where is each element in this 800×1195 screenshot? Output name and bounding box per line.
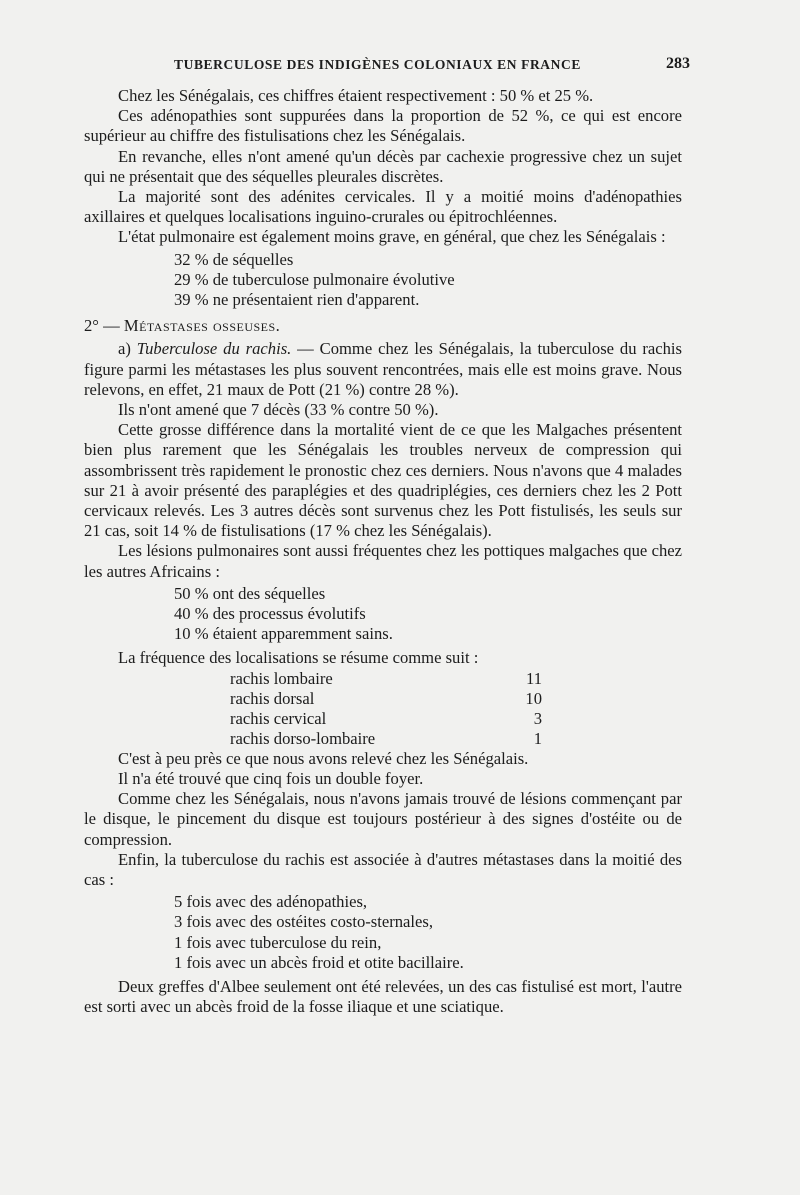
paragraph: La fréquence des localisations se résume comme suit : [118, 648, 479, 668]
paragraph: Il n'a été trouvé que cinq fois un double foyer. [118, 768, 424, 788]
table-row [230, 709, 542, 729]
running-title: TUBERCULOSE DES INDIGÈNES COLONIAUX EN FRANCE [174, 57, 581, 72]
table-cell: 3 [533, 708, 542, 728]
section-number: 2° — [84, 316, 120, 336]
page-header [80, 55, 690, 79]
paragraph: Chez les Sénégalais, ces chiffres étaient respectivement : 50 % et 25 %. [118, 86, 594, 105]
table-cell: 10 [525, 688, 542, 708]
section-title: Métastases osseuses. [123, 316, 281, 336]
paragraph: La majorité sont des adénites cervicales. Il y a moitié moins d'adénopathies axillaires et quelques localisations inguino-crurales ou épitrochléennes. [84, 187, 682, 227]
localisation-table [230, 669, 542, 749]
pulmonary-state-list [84, 250, 682, 311]
paragraph: Comme chez les Sénégalais, nous n'avons jamais trouvé de lésions commençant par le disque, le pincement du disque est toujours postérieur à des signes d'ostéite ou de compression. [84, 789, 682, 849]
paragraph: Cette grosse différence dans la mortalité vient de ce que les Malgaches présentent bien plus rarement que les Sénégalais les troubles nerveux de compression qui assombrissent très rapidement le pronostic chez ces derniers. Nous n'avons que 4 malades sur 21 à avoir présenté des paraplégies et des quadriplégies, ces derniers chez les 2 Pott cervicaux relevés. Les 3 autres décès sont survenus chez les Pott fistulisés, les seuls sur 21 cas, soit 14 % de fistulisations (17 % chez les Sénégalais). [84, 420, 682, 541]
paragraph: Enfin, la tuberculose du rachis est associée à d'autres métastases dans la moitié des cas : [84, 849, 682, 889]
list-item: 39 % ne présentaient rien d'apparent. [174, 290, 420, 310]
paragraph [84, 339, 682, 400]
subsection-title: Tuberculose du rachis. [136, 339, 292, 359]
table-cell: rachis cervical [230, 708, 327, 728]
table-cell: rachis dorsal [230, 688, 315, 708]
list-item: 32 % de séquelles [174, 249, 294, 269]
subsection-label: a) [118, 339, 131, 359]
table-row [230, 689, 542, 709]
paragraph: Ils n'ont amené que 7 décès (33 % contre 50 %). [118, 400, 439, 420]
page-number: 283 [666, 55, 690, 72]
paragraph: Ces adénopathies sont suppurées dans la proportion de 52 %, ce qui est encore supérieur au chiffre des fistulisations chez les Sénégalais. [84, 106, 682, 146]
table-cell: 1 [533, 728, 542, 748]
paragraph: En revanche, elles n'ont amené qu'un décès par cachexie progressive chez un sujet qui ne présentait que des séquelles pleurales discrètes. [84, 146, 682, 186]
paragraph: Les lésions pulmonaires sont aussi fréquentes chez les pottiques malgaches que chez les autres Africains : [84, 541, 682, 581]
list-item: 10 % étaient apparemment sains. [174, 624, 393, 644]
list-item: 50 % ont des séquelles [174, 583, 326, 603]
page-body [84, 86, 682, 1017]
list-item: 1 fois avec un abcès froid et otite bacillaire. [174, 952, 464, 972]
pulmonary-lesions-list [84, 584, 682, 645]
table-cell: rachis dorso-lombaire [230, 728, 376, 748]
table-cell: 11 [526, 668, 542, 688]
table-row [230, 729, 542, 749]
paragraph: C'est à peu près ce que nous avons relevé chez les Sénégalais. [118, 748, 529, 768]
list-item: 40 % des processus évolutifs [174, 604, 366, 624]
list-item: 3 fois avec des ostéites costo-sternales, [174, 912, 433, 932]
paragraph: L'état pulmonaire est également moins grave, en général, que chez les Sénégalais : [118, 227, 666, 247]
associated-metastases-list [84, 892, 682, 973]
table-cell: rachis lombaire [230, 668, 333, 688]
list-item: 29 % de tuberculose pulmonaire évolutive [174, 269, 455, 289]
paragraph: Deux greffes d'Albee seulement ont été relevées, un des cas fistulisé est mort, l'autre est sorti avec un abcès froid de la fosse iliaque et une sciatique. [84, 976, 682, 1017]
table-row [230, 669, 542, 689]
list-item: 1 fois avec tuberculose du rein, [174, 932, 382, 952]
list-item: 5 fois avec des adénopathies, [174, 892, 368, 912]
paragraph-text: — Comme chez les Sénégalais, la tuberculose du rachis figure parmi les métastases les plus souvent rencontrées, mais elle est moins grave. Nous relevons, en effet, 21 maux de Pott (21 %) contre 28 %). [84, 339, 682, 399]
section-heading [84, 316, 682, 336]
